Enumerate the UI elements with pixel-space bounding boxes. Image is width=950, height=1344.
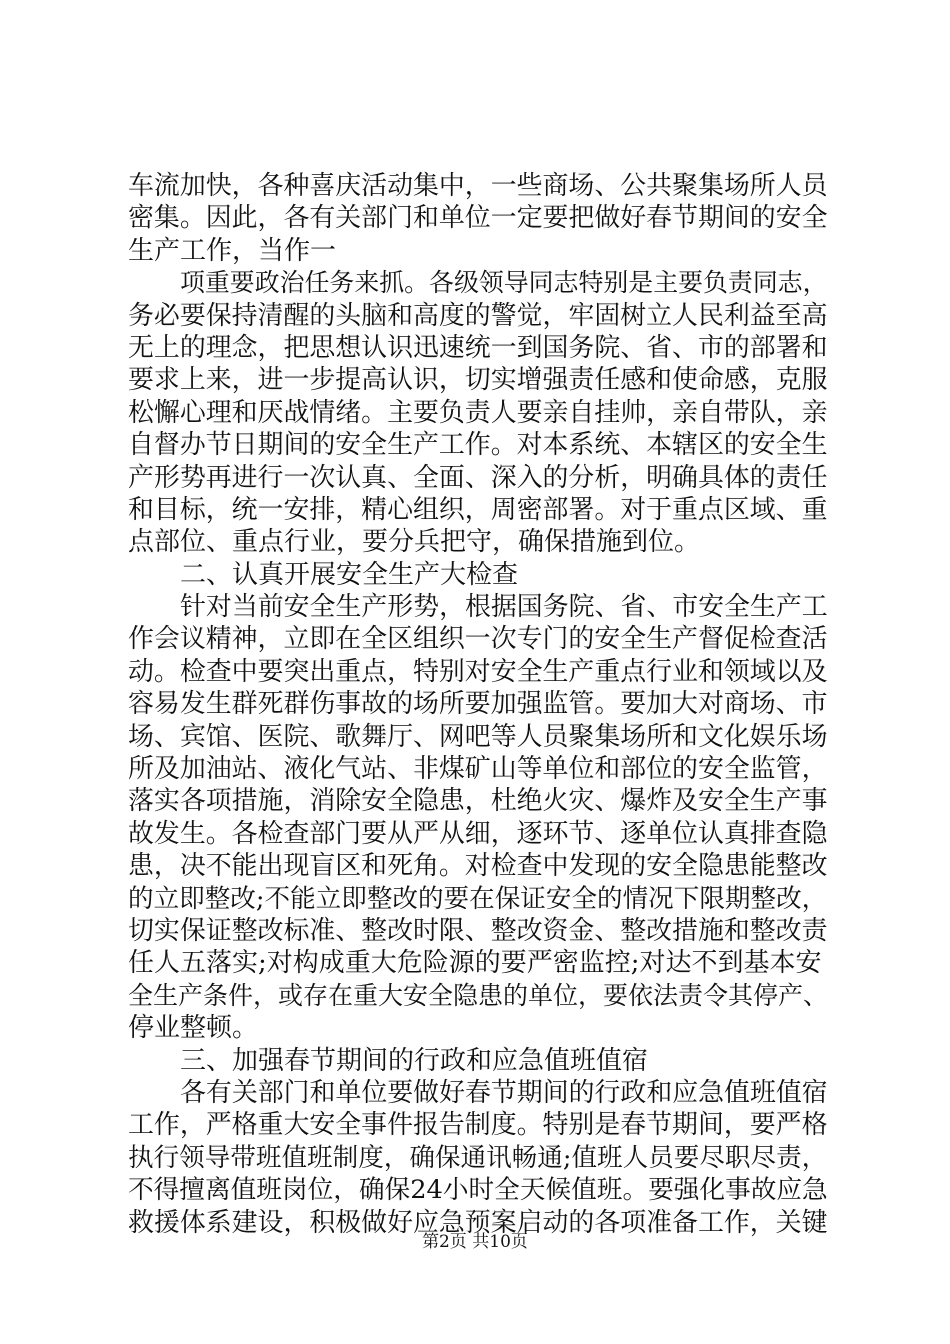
text-line: 落实各项措施，消除安全隐患，杜绝火灾、爆炸及安全生产事	[128, 786, 828, 817]
page-footer: 第2页 共10页	[422, 1232, 528, 1252]
text-line: 二、认真开展安全生产大检查	[180, 559, 519, 590]
text-line: 的立即整改;不能立即整改的要在保证安全的情况下限期整改，	[128, 883, 828, 914]
text-line: 任人五落实;对构成重大危险源的要严密监控;对达不到基本安	[128, 948, 822, 979]
text-line: 务必要保持清醒的头脑和高度的警觉，牢固树立人民利益至高	[128, 300, 828, 331]
text-line: 作会议精神，立即在全区组织一次专门的安全生产督促检查活	[128, 624, 828, 655]
text-line: 容易发生群死群伤事故的场所要加强监管。要加大对商场、市	[128, 689, 828, 720]
text-line: 密集。因此，各有关部门和单位一定要把做好春节期间的安全	[128, 203, 828, 234]
text-line: 场、宾馆、医院、歌舞厅、网吧等人员聚集场所和文化娱乐场	[128, 721, 828, 752]
text-line: 救援体系建设，积极做好应急预案启动的各项准备工作，关键	[128, 1207, 828, 1238]
text-line: 执行领导带班值班制度，确保通讯畅通;值班人员要尽职尽责，	[128, 1142, 828, 1173]
text-line: 停业整顿。	[128, 1013, 259, 1044]
text-line: 各有关部门和单位要做好春节期间的行政和应急值班值宿	[180, 1077, 828, 1108]
text-line: 患，决不能出现盲区和死角。对检查中发现的安全隐患能整改	[128, 851, 828, 882]
text-line: 三、加强春节期间的行政和应急值班值宿	[180, 1045, 649, 1076]
document-body	[128, 170, 828, 1239]
text-line: 点部位、重点行业，要分兵把守，确保措施到位。	[128, 527, 701, 558]
text-line: 和目标，统一安排，精心组织，周密部署。对于重点区域、重	[128, 494, 828, 525]
text-line: 所及加油站、液化气站、非煤矿山等单位和部位的安全监管，	[128, 754, 828, 785]
text-line: 要求上来，进一步提高认识，切实增强责任感和使命感，克服	[128, 365, 828, 396]
text-line: 无上的理念，把思想认识迅速统一到国务院、省、市的部署和	[128, 332, 828, 363]
text-line: 针对当前安全生产形势，根据国务院、省、市安全生产工	[180, 592, 828, 623]
text-line: 自督办节日期间的安全生产工作。对本系统、本辖区的安全生	[128, 430, 828, 461]
text-line: 产形势再进行一次认真、全面、深入的分析，明确具体的责任	[128, 462, 828, 493]
text-line: 生产工作，当作一	[128, 235, 337, 266]
text-line: 松懈心理和厌战情绪。主要负责人要亲自挂帅，亲自带队，亲	[128, 397, 828, 428]
text-line: 切实保证整改标准、整改时限、整改资金、整改措施和整改责	[128, 915, 828, 946]
text-line: 车流加快，各种喜庆活动集中，一些商场、公共聚集场所人员	[128, 171, 828, 201]
text-line: 项重要政治任务来抓。各级领导同志特别是主要负责同志，	[180, 268, 828, 298]
text-line: 全生产条件，或存在重大安全隐患的单位，要依法责令其停产、	[128, 980, 829, 1010]
text-line: 动。检查中要突出重点，特别对安全生产重点行业和领域以及	[128, 656, 828, 687]
text-line: 不得擅离值班岗位，确保24小时全天候值班。要强化事故应急	[128, 1175, 828, 1206]
text-line: 故发生。各检查部门要从严从细，逐环节、逐单位认真排查隐	[128, 818, 828, 849]
text-line: 工作，严格重大安全事件报告制度。特别是春节期间，要严格	[128, 1110, 828, 1141]
